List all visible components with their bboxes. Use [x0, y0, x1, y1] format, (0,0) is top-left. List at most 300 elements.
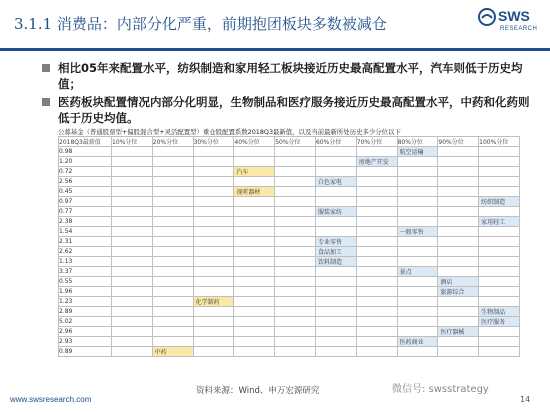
percentile-cell	[112, 167, 153, 177]
value-cell: 0.55	[59, 277, 112, 287]
percentile-cell	[438, 177, 479, 187]
value-cell: 2.62	[59, 247, 112, 257]
bullet-square-icon	[42, 98, 50, 106]
industry-label: 化学制药	[195, 299, 220, 306]
percentile-cell	[193, 187, 234, 197]
percentile-cell	[193, 247, 234, 257]
sws-logo-icon	[478, 8, 496, 26]
industry-marker	[479, 217, 519, 226]
percentile-cell	[438, 337, 479, 347]
percentile-cell	[397, 227, 438, 237]
percentile-cell	[438, 257, 479, 267]
percentile-cell	[438, 237, 479, 247]
percentile-cell	[275, 167, 316, 177]
percentile-cell	[397, 347, 438, 357]
industry-label: 中药	[154, 349, 167, 356]
value-cell: 0.98	[59, 147, 112, 157]
percentile-cell	[315, 167, 356, 177]
table-header-cell: 40%分位	[234, 137, 275, 147]
percentile-cell	[193, 297, 234, 307]
table-row	[59, 147, 520, 157]
percentile-cell	[193, 157, 234, 167]
percentile-cell	[438, 247, 479, 257]
table-row	[59, 287, 520, 297]
percentile-cell	[112, 177, 153, 187]
percentile-cell	[438, 317, 479, 327]
percentile-cell	[152, 257, 193, 267]
table-row	[59, 257, 520, 267]
wechat-watermark: 微信号: swsstrategy	[392, 384, 489, 395]
percentile-cell	[234, 277, 275, 287]
percentile-cell	[112, 287, 153, 297]
industry-marker	[234, 187, 274, 196]
percentile-cell	[356, 177, 397, 187]
percentile-cell	[112, 237, 153, 247]
percentile-cell	[152, 197, 193, 207]
percentile-cell	[315, 157, 356, 167]
industry-label: 一般零售	[399, 229, 424, 236]
percentile-cell	[275, 327, 316, 337]
value-cell: 0.45	[59, 187, 112, 197]
percentile-cell	[479, 227, 520, 237]
percentile-cell	[479, 187, 520, 197]
value-cell: 2.96	[59, 327, 112, 337]
percentile-cell	[438, 187, 479, 197]
percentile-cell	[479, 257, 520, 267]
percentile-cell	[356, 157, 397, 167]
percentile-cell	[479, 307, 520, 317]
percentile-cell	[356, 347, 397, 357]
percentile-cell	[112, 187, 153, 197]
table-header-cell: 90%分位	[438, 137, 479, 147]
percentile-cell	[112, 257, 153, 267]
table-row	[59, 187, 520, 197]
percentile-cell	[397, 337, 438, 347]
industry-marker	[438, 287, 478, 296]
industry-marker	[398, 337, 438, 346]
percentile-cell	[315, 227, 356, 237]
percentile-cell	[438, 327, 479, 337]
value-cell: 2.38	[59, 217, 112, 227]
value-cell: 5.02	[59, 317, 112, 327]
percentile-cell	[356, 147, 397, 157]
percentile-cell	[275, 307, 316, 317]
percentile-cell	[152, 167, 193, 177]
value-cell: 2.31	[59, 237, 112, 247]
percentile-cell	[234, 197, 275, 207]
percentile-cell	[275, 217, 316, 227]
percentile-cell	[234, 187, 275, 197]
bullet-square-icon	[42, 64, 50, 72]
value-cell: 2.89	[59, 307, 112, 317]
percentile-cell	[479, 287, 520, 297]
percentile-cell	[234, 337, 275, 347]
percentile-cell	[397, 167, 438, 177]
bullet-list	[42, 60, 532, 128]
table-row	[59, 347, 520, 357]
table-row	[59, 177, 520, 187]
table-row	[59, 157, 520, 167]
percentile-cell	[315, 337, 356, 347]
percentile-cell	[356, 277, 397, 287]
percentile-cell	[193, 347, 234, 357]
value-cell: 1.13	[59, 257, 112, 267]
percentile-cell	[193, 177, 234, 187]
table-header-cell: 50%分位	[275, 137, 316, 147]
table-row	[59, 267, 520, 277]
percentile-cell	[152, 147, 193, 157]
percentile-cell	[356, 187, 397, 197]
percentile-cell	[356, 237, 397, 247]
percentile-cell	[234, 287, 275, 297]
percentile-cell	[356, 217, 397, 227]
percentile-cell	[275, 207, 316, 217]
percentile-cell	[479, 147, 520, 157]
percentile-cell	[275, 177, 316, 187]
table-row	[59, 217, 520, 227]
value-cell: 1.23	[59, 297, 112, 307]
industry-marker	[194, 297, 234, 306]
percentile-cell	[193, 267, 234, 277]
percentile-cell	[152, 227, 193, 237]
percentile-cell	[397, 327, 438, 337]
bullet-item	[42, 60, 532, 92]
percentile-cell	[356, 207, 397, 217]
industry-marker	[316, 237, 356, 246]
industry-marker	[153, 347, 193, 356]
industry-label: 服装家纺	[317, 209, 342, 216]
percentile-cell	[193, 257, 234, 267]
percentile-cell	[112, 317, 153, 327]
percentile-cell	[152, 317, 193, 327]
percentile-cell	[397, 267, 438, 277]
industry-label: 纺织制造	[481, 199, 506, 206]
percentile-cell	[315, 147, 356, 157]
percentile-cell	[438, 197, 479, 207]
percentile-cell	[438, 347, 479, 357]
industry-label: 家用轻工	[481, 219, 506, 226]
industry-label: 汽车	[236, 169, 249, 176]
table-header-cell: 70%分位	[356, 137, 397, 147]
percentile-cell	[315, 267, 356, 277]
industry-marker	[479, 307, 519, 316]
percentile-cell	[315, 257, 356, 267]
table-header-cell: 20%分位	[152, 137, 193, 147]
industry-marker	[234, 167, 274, 176]
percentile-cell	[112, 217, 153, 227]
percentile-cell	[234, 317, 275, 327]
value-cell: 1.96	[59, 287, 112, 297]
percentile-cell	[275, 227, 316, 237]
industry-label: 白色家电	[317, 179, 342, 186]
percentile-cell	[112, 307, 153, 317]
percentile-cell	[479, 247, 520, 257]
percentile-cell	[356, 337, 397, 347]
percentile-cell	[112, 207, 153, 217]
percentile-cell	[112, 337, 153, 347]
bullet-text: 医药板块配置情况内部分化明显，生物制品和医疗服务接近历史最高配置水平，中药和化药则低于历史均值。	[58, 95, 530, 125]
percentile-cell	[315, 277, 356, 287]
percentile-cell	[112, 147, 153, 157]
header-divider	[0, 48, 550, 51]
percentile-cell	[112, 297, 153, 307]
percentile-cell	[397, 297, 438, 307]
percentile-cell	[275, 157, 316, 167]
percentile-cell	[479, 277, 520, 287]
table-header-cell: 80%分位	[397, 137, 438, 147]
percentile-cell	[397, 207, 438, 217]
value-cell: 3.37	[59, 267, 112, 277]
percentile-cell	[438, 307, 479, 317]
percentile-cell	[193, 217, 234, 227]
page-number: 14	[520, 395, 531, 404]
industry-marker	[479, 197, 519, 206]
percentile-cell	[193, 237, 234, 247]
percentile-cell	[193, 287, 234, 297]
percentile-cell	[234, 307, 275, 317]
table-row	[59, 197, 520, 207]
percentile-cell	[315, 287, 356, 297]
percentile-cell	[234, 297, 275, 307]
logo-subtext: RESEARCH	[500, 26, 538, 32]
percentile-cell	[315, 327, 356, 337]
percentile-cell	[315, 217, 356, 227]
percentile-cell	[275, 267, 316, 277]
percentile-cell	[112, 227, 153, 237]
percentile-cell	[438, 167, 479, 177]
percentile-cell	[479, 237, 520, 247]
percentile-cell	[479, 327, 520, 337]
table-row	[59, 207, 520, 217]
percentile-cell	[234, 257, 275, 267]
percentile-cell	[479, 197, 520, 207]
industry-marker	[438, 327, 478, 336]
industry-label: 食品加工	[317, 249, 342, 256]
percentile-cell	[152, 237, 193, 247]
bullet-text: 相比05年来配置水平，纺织制造和家用轻工板块接近历史最高配置水平，汽车则低于历史均值；	[58, 61, 523, 91]
percentile-cell	[234, 167, 275, 177]
percentile-cell	[234, 157, 275, 167]
percentile-cell	[479, 337, 520, 347]
percentile-cell	[275, 187, 316, 197]
percentile-cell	[275, 147, 316, 157]
percentile-cell	[234, 267, 275, 277]
percentile-cell	[397, 277, 438, 287]
value-cell: 1.20	[59, 157, 112, 167]
percentile-cell	[275, 237, 316, 247]
value-cell: 0.89	[59, 347, 112, 357]
percentile-cell	[438, 287, 479, 297]
industry-marker	[438, 277, 478, 286]
percentile-cell	[234, 217, 275, 227]
percentile-cell	[397, 177, 438, 187]
slide-title: 3.1.1 消费品：内部分化严重，前期抱团板块多数被减仓	[14, 15, 387, 33]
percentile-cell	[275, 197, 316, 207]
percentile-cell	[193, 307, 234, 317]
percentile-cell	[315, 297, 356, 307]
percentile-cell	[275, 257, 316, 267]
percentile-cell	[112, 157, 153, 167]
percentile-cell	[112, 267, 153, 277]
table-row	[59, 247, 520, 257]
industry-marker	[316, 247, 356, 256]
industry-label: 航空运输	[399, 149, 424, 156]
table-header-cell: 100%分位	[479, 137, 520, 147]
percentile-cell	[438, 217, 479, 227]
percentile-cell	[234, 347, 275, 357]
industry-label: 景点	[399, 269, 412, 276]
industry-label: 旅游综合	[440, 289, 465, 296]
percentile-cell	[193, 277, 234, 287]
percentile-cell	[479, 207, 520, 217]
sws-logo	[478, 6, 544, 42]
percentile-cell	[193, 327, 234, 337]
percentile-cell	[152, 207, 193, 217]
percentile-cell	[152, 247, 193, 257]
percentile-cell	[234, 327, 275, 337]
percentile-cell	[112, 247, 153, 257]
percentile-cell	[152, 307, 193, 317]
percentile-table-block	[58, 127, 520, 374]
value-cell: 2.56	[59, 177, 112, 187]
percentile-cell	[234, 177, 275, 187]
percentile-cell	[438, 267, 479, 277]
logo-text: SWS	[498, 8, 530, 24]
percentile-cell	[397, 157, 438, 167]
percentile-cell	[438, 157, 479, 167]
percentile-cell	[356, 197, 397, 207]
table-row	[59, 317, 520, 327]
percentile-cell	[397, 257, 438, 267]
percentile-cell	[234, 237, 275, 247]
percentile-cell	[356, 327, 397, 337]
percentile-cell	[479, 157, 520, 167]
industry-marker	[316, 207, 356, 216]
percentile-cell	[479, 217, 520, 227]
percentile-cell	[397, 187, 438, 197]
percentile-cell	[112, 327, 153, 337]
value-cell: 1.54	[59, 227, 112, 237]
bullet-item	[42, 94, 532, 126]
percentile-cell	[275, 337, 316, 347]
table-row	[59, 237, 520, 247]
percentile-cell	[275, 347, 316, 357]
table-row	[59, 307, 520, 317]
percentile-cell	[315, 347, 356, 357]
table-header-cell: 2018Q3最新值	[59, 137, 112, 147]
percentile-cell	[152, 347, 193, 357]
industry-label: 专业零售	[317, 239, 342, 246]
percentile-cell	[315, 307, 356, 317]
industry-marker	[316, 177, 356, 186]
percentile-cell	[315, 317, 356, 327]
percentile-cell	[479, 177, 520, 187]
percentile-table	[58, 136, 520, 357]
table-row	[59, 167, 520, 177]
table-header-cell: 60%分位	[315, 137, 356, 147]
percentile-cell	[275, 317, 316, 327]
percentile-cell	[356, 227, 397, 237]
percentile-cell	[397, 197, 438, 207]
industry-marker	[316, 257, 356, 266]
percentile-cell	[234, 227, 275, 237]
source-note: 资料来源：Wind、申万宏源研究	[196, 386, 320, 396]
percentile-cell	[152, 217, 193, 227]
industry-label: 医药商业	[399, 339, 424, 346]
percentile-cell	[315, 237, 356, 247]
footer-url[interactable]: www.swsresearch.com	[10, 395, 92, 404]
value-cell: 2.93	[59, 337, 112, 347]
percentile-cell	[315, 207, 356, 217]
percentile-cell	[438, 297, 479, 307]
value-cell: 0.72	[59, 167, 112, 177]
table-row	[59, 297, 520, 307]
percentile-cell	[356, 287, 397, 297]
percentile-cell	[275, 297, 316, 307]
industry-marker	[398, 147, 438, 156]
percentile-cell	[356, 247, 397, 257]
percentile-cell	[275, 247, 316, 257]
percentile-cell	[152, 267, 193, 277]
percentile-cell	[315, 187, 356, 197]
percentile-cell	[275, 287, 316, 297]
percentile-cell	[152, 297, 193, 307]
percentile-cell	[152, 337, 193, 347]
industry-label: 医疗服务	[481, 319, 506, 326]
percentile-cell	[152, 157, 193, 167]
percentile-cell	[152, 177, 193, 187]
percentile-cell	[152, 327, 193, 337]
percentile-cell	[315, 177, 356, 187]
percentile-cell	[438, 227, 479, 237]
percentile-cell	[356, 167, 397, 177]
percentile-cell	[397, 307, 438, 317]
percentile-cell	[193, 167, 234, 177]
industry-label: 房地产开发	[358, 159, 389, 166]
industry-marker	[479, 317, 519, 326]
percentile-cell	[479, 347, 520, 357]
percentile-cell	[315, 247, 356, 257]
percentile-cell	[479, 267, 520, 277]
percentile-cell	[234, 207, 275, 217]
percentile-cell	[356, 267, 397, 277]
table-row	[59, 327, 520, 337]
percentile-cell	[193, 337, 234, 347]
percentile-cell	[152, 277, 193, 287]
industry-marker	[357, 157, 397, 166]
table-header-cell: 30%分位	[193, 137, 234, 147]
percentile-cell	[193, 197, 234, 207]
percentile-cell	[356, 317, 397, 327]
slide-header	[0, 0, 550, 46]
value-cell: 0.97	[59, 197, 112, 207]
percentile-cell	[193, 317, 234, 327]
percentile-cell	[438, 277, 479, 287]
percentile-cell	[275, 277, 316, 287]
percentile-cell	[112, 277, 153, 287]
percentile-cell	[112, 347, 153, 357]
value-cell: 0.77	[59, 207, 112, 217]
percentile-cell	[193, 147, 234, 157]
percentile-cell	[356, 307, 397, 317]
percentile-cell	[397, 237, 438, 247]
percentile-cell	[397, 217, 438, 227]
percentile-cell	[152, 187, 193, 197]
industry-label: 生物制品	[481, 309, 506, 316]
percentile-cell	[193, 207, 234, 217]
table-row	[59, 337, 520, 347]
percentile-cell	[315, 197, 356, 207]
